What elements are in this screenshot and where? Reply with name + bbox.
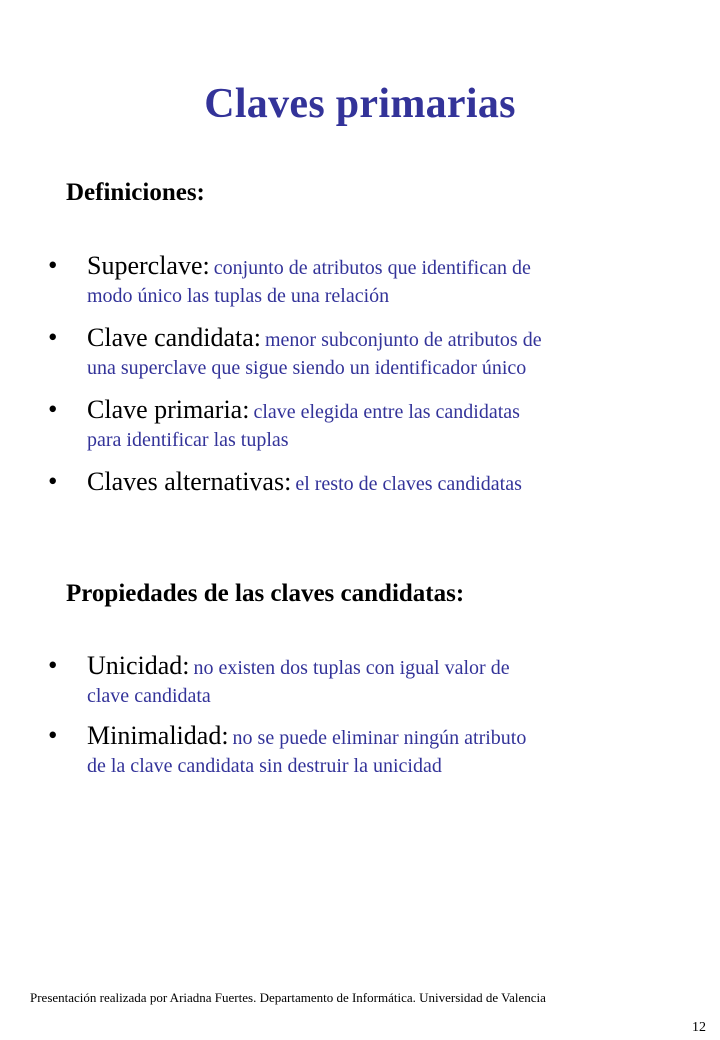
list-item <box>48 466 688 501</box>
term-clave-primaria: Clave primaria: <box>87 395 250 424</box>
list-item <box>48 720 688 780</box>
page-number: 12 <box>692 1020 706 1035</box>
definitions-heading: Definiciones: <box>66 179 205 206</box>
description: clave elegida entre las candidatas <box>253 401 520 423</box>
bullet-icon: • <box>48 250 58 280</box>
term-minimalidad: Minimalidad: <box>87 721 229 750</box>
slide-title: Claves primarias <box>204 81 516 127</box>
description-continuation: modo único las tuplas de una relación <box>87 285 390 307</box>
description-continuation: clave candidata <box>87 685 211 707</box>
term-claves-alternativas: Claves alternativas: <box>87 467 292 496</box>
description: no existen dos tuplas con igual valor de <box>193 657 510 679</box>
bullet-icon: • <box>48 466 58 496</box>
description: menor subconjunto de atributos de <box>264 329 542 351</box>
bullet-icon: • <box>48 650 58 680</box>
bullet-icon: • <box>48 322 58 352</box>
term-unicidad: Unicidad: <box>87 651 190 680</box>
description: conjunto de atributos que identifican de <box>213 257 531 279</box>
properties-heading: Propiedades de las claves candidatas: <box>66 580 465 607</box>
list-item <box>48 650 688 710</box>
description: no se puede eliminar ningún atributo <box>232 727 527 749</box>
definitions-list <box>48 250 688 513</box>
description-continuation: para identificar las tuplas <box>87 429 289 451</box>
footer-credit: Presentación realizada por Ariadna Fuertes. Departamento de Informática. Universidad de Valencia <box>30 990 546 1005</box>
description: el resto de claves candidatas <box>295 473 522 495</box>
description-continuation: de la clave candidata sin destruir la unicidad <box>87 755 442 777</box>
list-item <box>48 394 688 454</box>
properties-list <box>48 650 688 790</box>
term-superclave: Superclave: <box>87 251 210 280</box>
bullet-icon: • <box>48 720 58 750</box>
list-item <box>48 322 688 382</box>
list-item <box>48 250 688 310</box>
term-clave-candidata: Clave candidata: <box>87 323 261 352</box>
bullet-icon: • <box>48 394 58 424</box>
description-continuation: una superclave que sigue siendo un identificador único <box>87 357 527 379</box>
